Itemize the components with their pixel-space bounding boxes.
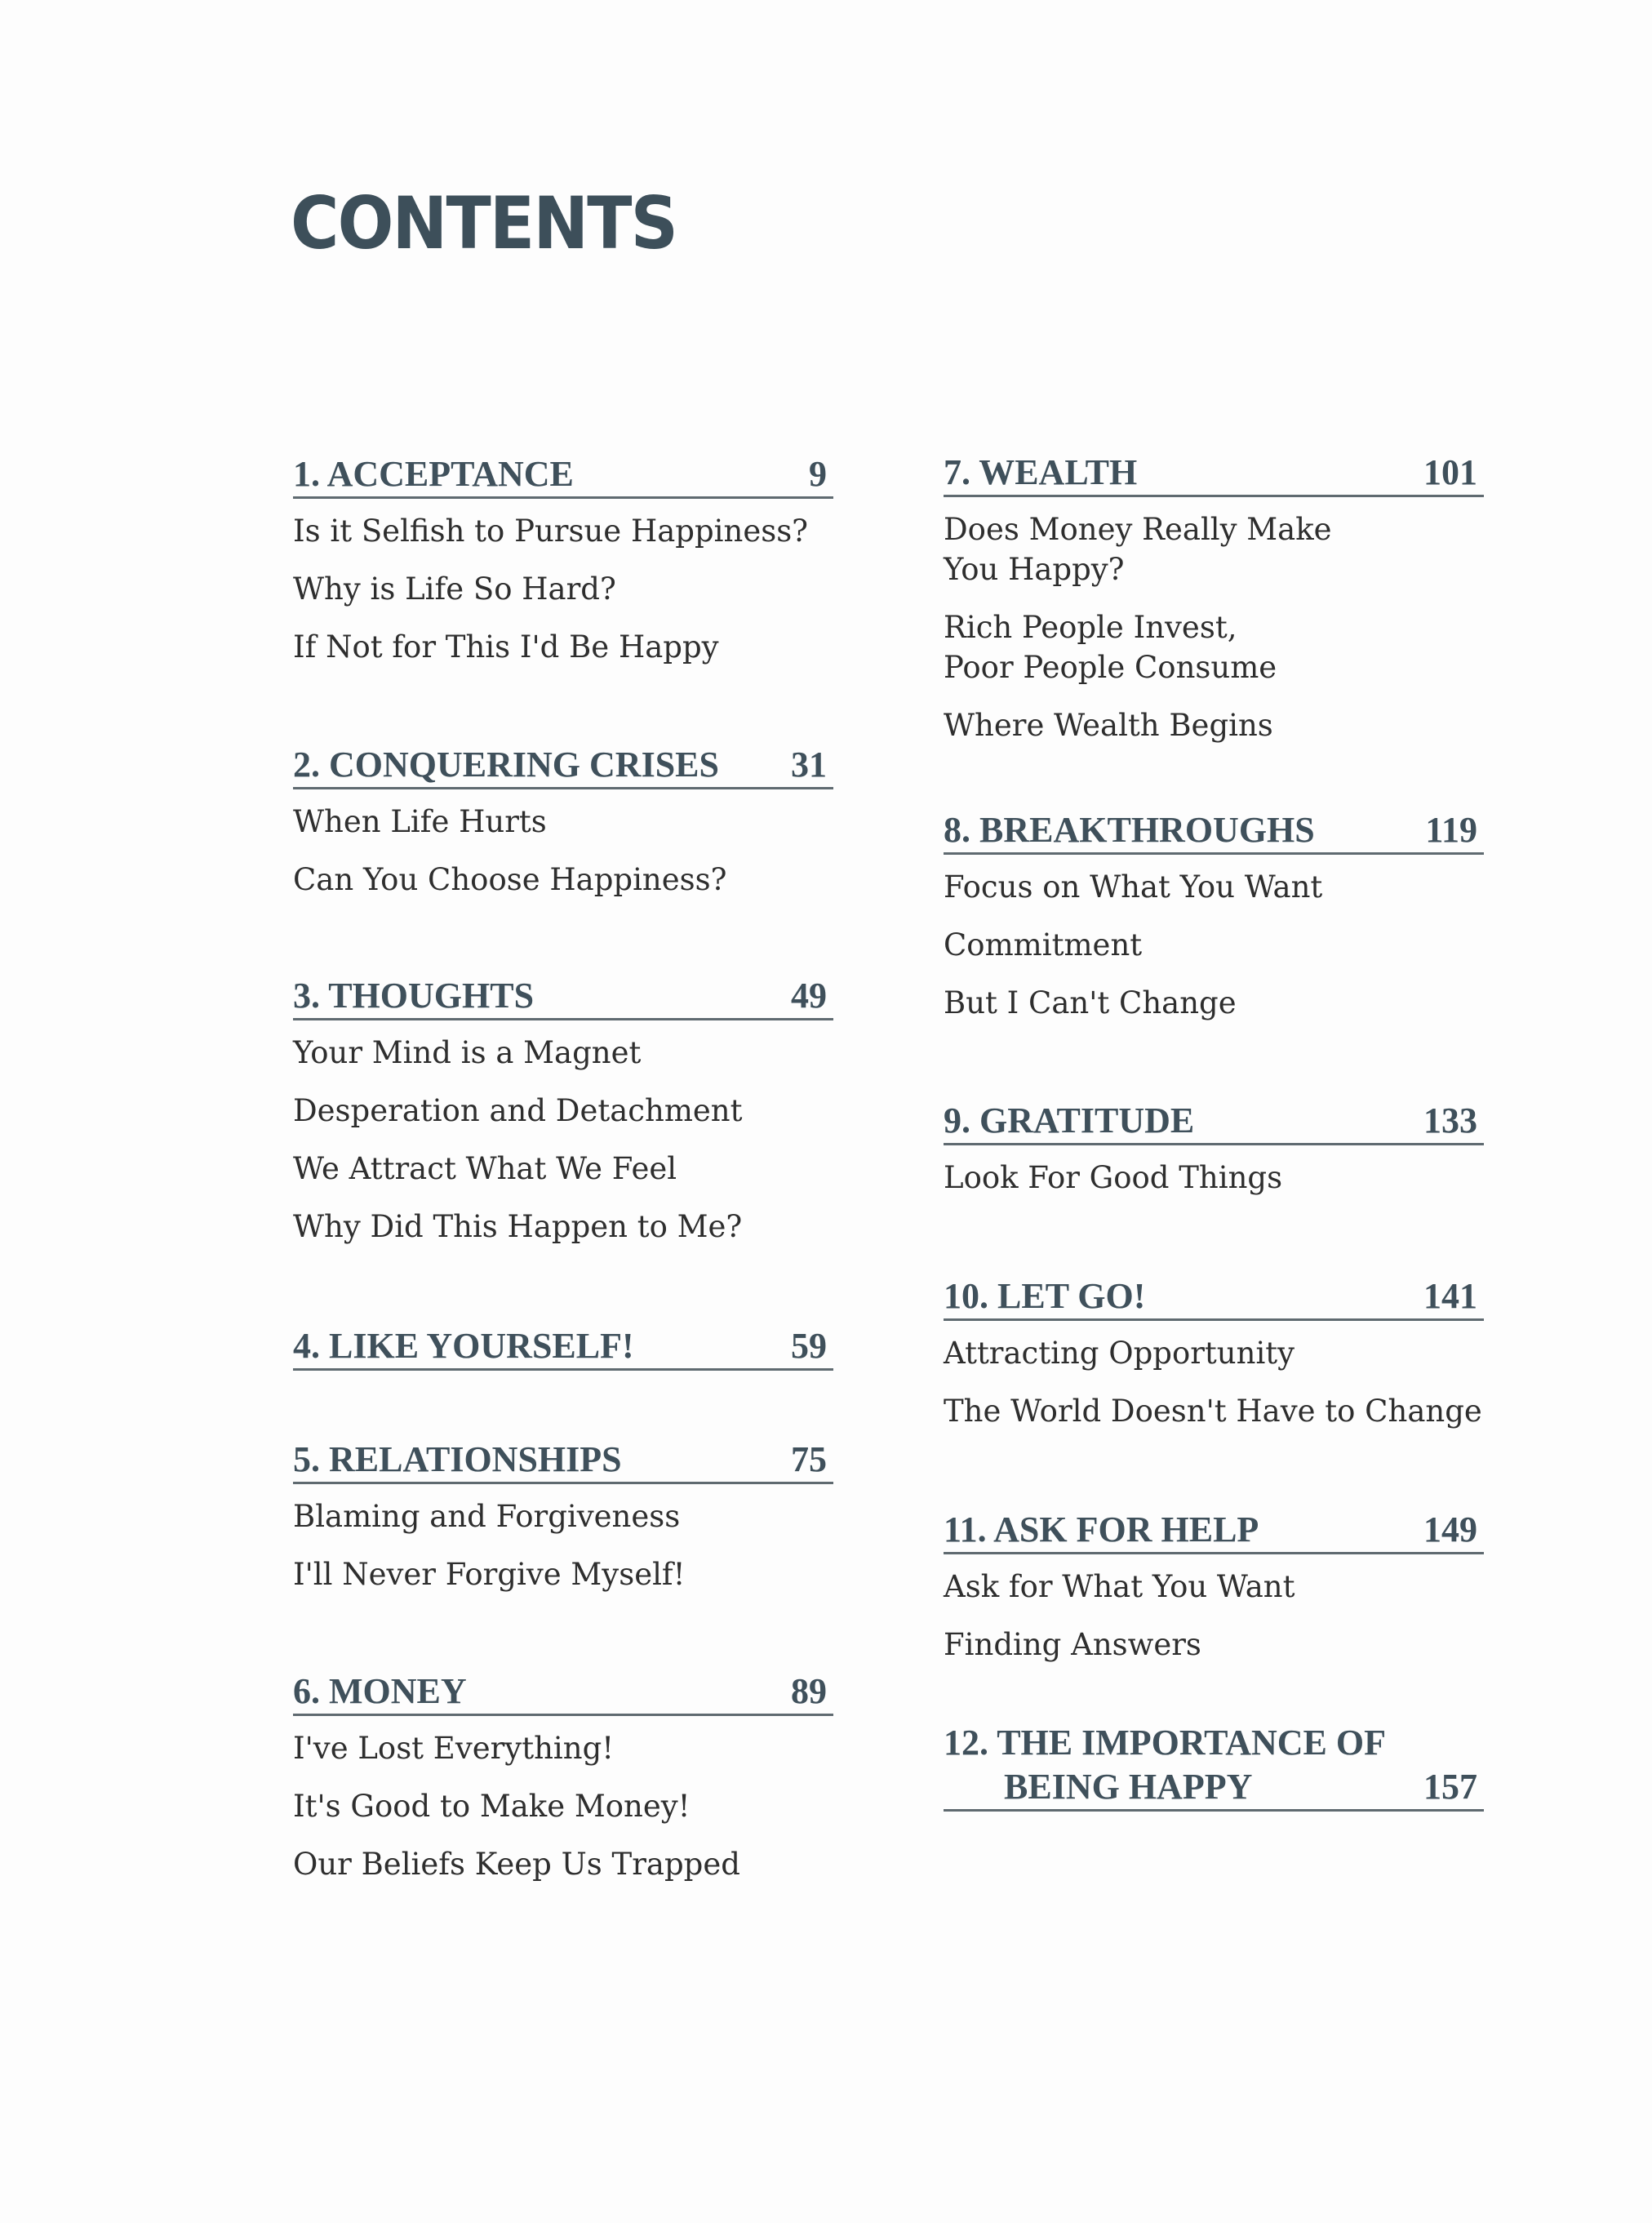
chapter-heading[interactable] xyxy=(293,1324,833,1371)
subsection-item[interactable]: If Not for This I'd Be Happy xyxy=(293,629,719,665)
chapter-heading[interactable] xyxy=(944,1721,1484,1812)
subsection-list xyxy=(944,855,1484,1032)
chapter-heading[interactable] xyxy=(944,808,1484,855)
chapter-heading[interactable] xyxy=(293,1669,833,1716)
chapter-heading[interactable] xyxy=(944,1274,1484,1321)
subsection-item[interactable]: When Life Hurts xyxy=(293,804,547,839)
page-number: 89 xyxy=(791,1671,827,1711)
subsection-item[interactable]: Your Mind is a Magnet xyxy=(293,1035,642,1070)
page-number: 149 xyxy=(1423,1509,1477,1549)
subsection-list xyxy=(293,1484,833,1603)
chapter-heading[interactable] xyxy=(293,452,833,499)
chapter-title: 4. LIKE YOURSELF! xyxy=(293,1326,634,1366)
subsection-item[interactable]: Ask for What You Want xyxy=(944,1569,1295,1604)
chapter-heading[interactable] xyxy=(944,451,1484,497)
subsection-item[interactable]: Finding Answers xyxy=(944,1627,1201,1662)
chapter-title: 11. ASK FOR HELP xyxy=(944,1509,1259,1549)
subsection-list xyxy=(293,499,833,676)
subsection-item[interactable]: I've Lost Everything! xyxy=(293,1731,615,1766)
page-number: 157 xyxy=(1423,1767,1477,1807)
subsection-item[interactable]: Why Did This Happen to Me? xyxy=(293,1209,743,1244)
chapter-section xyxy=(293,743,833,909)
chapter-section xyxy=(944,451,1484,754)
subsection-list xyxy=(293,1020,833,1256)
subsection-item[interactable]: We Attract What We Feel xyxy=(293,1151,677,1186)
chapter-title: 7. WEALTH xyxy=(944,452,1138,492)
subsection-item[interactable]: The World Doesn't Have to Change xyxy=(944,1394,1482,1429)
subsection-item[interactable]: Blaming and Forgiveness xyxy=(293,1499,681,1534)
chapter-section xyxy=(944,808,1484,1032)
chapter-title: 10. LET GO! xyxy=(944,1276,1146,1316)
subsection-item[interactable]: But I Can't Change xyxy=(944,985,1237,1020)
subsection-list xyxy=(944,497,1484,754)
chapter-title: 8. BREAKTHROUGHS xyxy=(944,810,1315,850)
page-number: 49 xyxy=(791,976,827,1016)
page-number: 133 xyxy=(1423,1100,1477,1140)
chapter-section xyxy=(293,1324,833,1371)
subsection-item[interactable]: Commitment xyxy=(944,927,1143,963)
page-number: 59 xyxy=(791,1326,827,1366)
chapter-title: 5. RELATIONSHIPS xyxy=(293,1439,622,1479)
chapter-heading[interactable] xyxy=(293,743,833,789)
subsection-item[interactable]: Does Money Really Make You Happy? xyxy=(944,512,1332,587)
chapter-title: 1. ACCEPTANCE xyxy=(293,454,574,494)
subsection-list xyxy=(944,1321,1484,1440)
subsection-item[interactable]: Rich People Invest, Poor People Consume xyxy=(944,610,1277,685)
subsection-item[interactable]: Our Beliefs Keep Us Trapped xyxy=(293,1847,740,1882)
chapter-section xyxy=(944,1721,1484,1812)
subsection-item[interactable]: Attracting Opportunity xyxy=(944,1336,1295,1371)
subsection-list xyxy=(944,1554,1484,1674)
subsection-item[interactable]: I'll Never Forgive Myself! xyxy=(293,1557,686,1592)
subsection-item[interactable]: Desperation and Detachment xyxy=(293,1093,743,1128)
chapter-section xyxy=(944,1508,1484,1674)
subsection-item[interactable]: Look For Good Things xyxy=(944,1160,1283,1195)
chapter-title: 2. CONQUERING CRISES xyxy=(293,745,719,785)
subsection-item[interactable]: It's Good to Make Money! xyxy=(293,1789,691,1824)
chapter-heading[interactable] xyxy=(293,974,833,1020)
chapter-section xyxy=(293,1669,833,1893)
page-number: 141 xyxy=(1423,1276,1477,1316)
chapter-title: 3. THOUGHTS xyxy=(293,976,535,1016)
subsection-item[interactable]: Why is Life So Hard? xyxy=(293,571,616,607)
subsection-list xyxy=(293,789,833,909)
page-number: 31 xyxy=(791,745,827,785)
chapter-section xyxy=(293,452,833,676)
subsection-item[interactable]: Where Wealth Begins xyxy=(944,708,1273,743)
page-number: 101 xyxy=(1423,452,1477,492)
chapter-heading[interactable] xyxy=(944,1099,1484,1145)
chapter-section xyxy=(944,1099,1484,1207)
chapter-title: 6. MONEY xyxy=(293,1671,467,1711)
page-title: CONTENTS xyxy=(291,181,677,265)
subsection-item[interactable]: Focus on What You Want xyxy=(944,869,1323,905)
chapter-section xyxy=(293,1438,833,1603)
subsection-item[interactable]: Can You Choose Happiness? xyxy=(293,862,727,897)
page-number: 75 xyxy=(791,1439,827,1479)
chapter-section xyxy=(293,974,833,1256)
subsection-list xyxy=(944,1145,1484,1207)
subsection-item[interactable]: Is it Selfish to Pursue Happiness? xyxy=(293,514,809,549)
page-number: 9 xyxy=(809,454,827,494)
chapter-title: 9. GRATITUDE xyxy=(944,1100,1195,1140)
chapter-title: 12. THE IMPORTANCE OF BEING HAPPY xyxy=(944,1723,1386,1807)
subsection-list xyxy=(293,1716,833,1893)
chapter-heading[interactable] xyxy=(944,1508,1484,1554)
chapter-section xyxy=(944,1274,1484,1440)
page-number: 119 xyxy=(1425,810,1477,850)
chapter-heading[interactable] xyxy=(293,1438,833,1484)
